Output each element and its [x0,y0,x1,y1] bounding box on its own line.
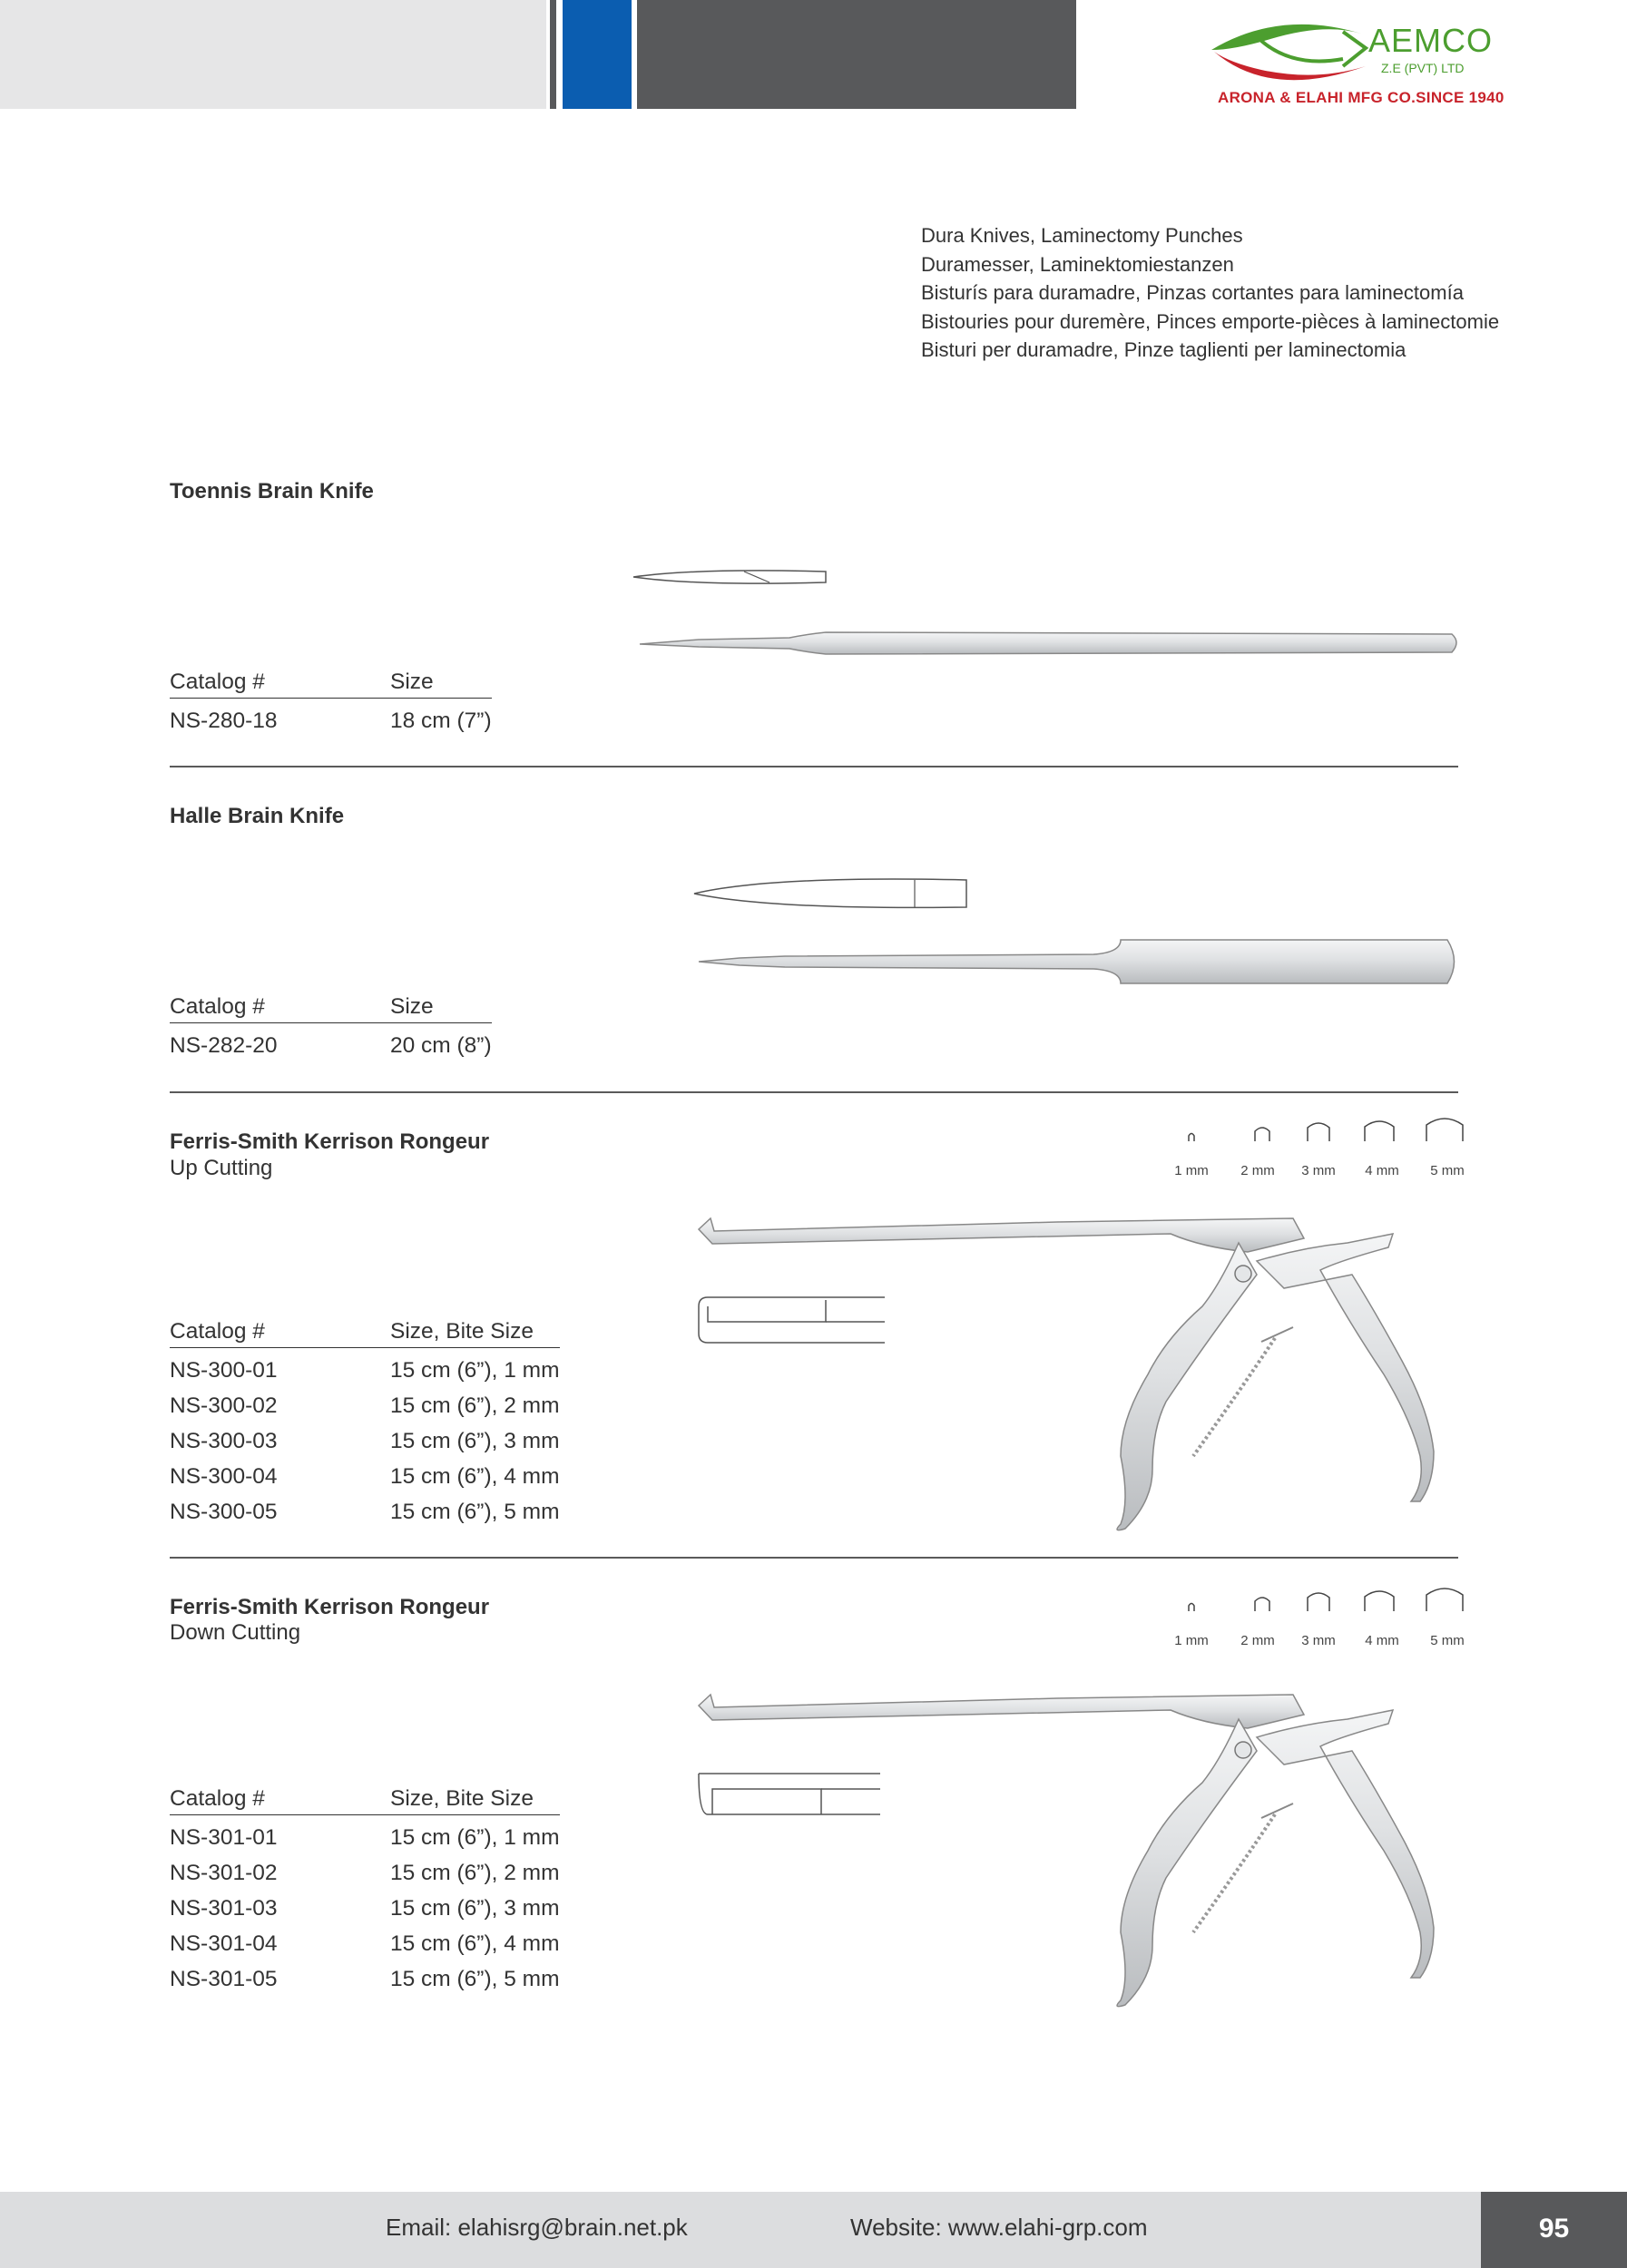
product-title: Toennis Brain Knife [170,479,374,503]
size-value: 15 cm (6”), 5 mm [390,1500,560,1524]
product-subtitle: Down Cutting [170,1620,301,1645]
catalog-number: NS-301-01 [170,1825,278,1850]
intro-line: Dura Knives, Laminectomy Punches [921,224,1243,247]
blade-detail-illustration [690,874,973,910]
size-value: 15 cm (6”), 1 mm [390,1358,560,1383]
bite-size-label: 1 mm [1174,1163,1209,1178]
table-row [170,1490,560,1525]
table-row [170,1957,560,1992]
product-title: Ferris-Smith Kerrison Rongeur [170,1129,490,1154]
table-row [170,699,492,734]
brand-tagline: ARONA & ELAHI MFG CO.SINCE 1940 [1218,89,1504,106]
catalog-number: NS-300-01 [170,1358,278,1383]
bite-size-label: 4 mm [1365,1633,1399,1648]
catalog-number: NS-301-04 [170,1931,278,1956]
toennis-knife-illustration [635,620,1465,665]
tip-detail-illustration [694,1293,889,1347]
col-header-catalog: Catalog # [170,1319,265,1344]
size-value: 15 cm (6”), 3 mm [390,1429,560,1453]
blade-detail-illustration [626,562,835,590]
catalog-table [170,987,492,1059]
page-number: 95 [1538,2214,1570,2244]
intro-text [921,221,1499,365]
size-value: 15 cm (6”), 1 mm [390,1825,560,1850]
rongeur-up-cutting-illustration [694,1211,1465,1538]
product-title: Halle Brain Knife [170,804,345,828]
table-row [170,1815,560,1851]
intro-line: Bistouries pour duremère, Pinces emporte-pièces à laminectomie [921,309,1500,333]
intro-line: Bisturís para duramadre, Pinzas cortantes para laminectomía [921,281,1464,304]
brand-name: AEMCO [1368,22,1494,59]
header-bar-gray [0,0,546,109]
size-value: 15 cm (6”), 2 mm [390,1393,560,1418]
catalog-table [170,1312,560,1525]
table-row [170,1023,492,1059]
catalog-number: NS-301-03 [170,1896,278,1921]
bite-size-label: 3 mm [1301,1163,1336,1178]
catalog-number: NS-280-18 [170,709,278,733]
table-row [170,1419,560,1454]
footer-website[interactable]: Website: www.elahi-grp.com [850,2214,1148,2241]
catalog-number: NS-300-03 [170,1429,278,1453]
bite-size-label: 4 mm [1365,1163,1399,1178]
catalog-table [170,662,492,734]
intro-line: Duramesser, Laminektomiestanzen [921,252,1234,276]
table-row [170,1383,560,1419]
col-header-catalog: Catalog # [170,994,265,1019]
bite-size-label: 2 mm [1240,1633,1275,1648]
header-bar-blue [563,0,632,109]
bite-size-icons [1161,1116,1470,1170]
bite-size-icons [1161,1586,1470,1640]
table-row [170,1348,560,1383]
size-value: 15 cm (6”), 4 mm [390,1931,560,1956]
catalog-number: NS-282-20 [170,1033,278,1058]
col-header-size: Size [390,670,434,694]
bite-size-label: 5 mm [1430,1633,1465,1648]
col-header-catalog: Catalog # [170,670,265,694]
size-value: 15 cm (6”), 3 mm [390,1896,560,1921]
catalog-table [170,1779,560,1992]
product-subtitle: Up Cutting [170,1156,273,1180]
catalog-number: NS-301-02 [170,1861,278,1885]
tip-detail-illustration [694,1769,885,1819]
col-header-size: Size, Bite Size [390,1786,534,1811]
table-row [170,1454,560,1490]
size-value: 15 cm (6”), 4 mm [390,1464,560,1489]
header-bar-dark [637,0,1076,109]
col-header-catalog: Catalog # [170,1786,265,1811]
catalog-number: NS-300-05 [170,1500,278,1524]
size-value: 15 cm (6”), 2 mm [390,1861,560,1885]
size-value: 20 cm (8”) [390,1033,492,1058]
halle-knife-illustration [694,934,1464,989]
brand-subname: Z.E (PVT) LTD [1381,61,1465,75]
header-bar-thin [550,0,556,109]
catalog-number: NS-300-04 [170,1464,278,1489]
section-divider [170,1557,1458,1559]
intro-line: Bisturi per duramadre, Pinze taglienti per laminectomia [921,338,1406,361]
col-header-size: Size, Bite Size [390,1319,534,1344]
bite-size-label: 3 mm [1301,1633,1336,1648]
table-row [170,1921,560,1957]
catalog-number: NS-300-02 [170,1393,278,1418]
table-row [170,1886,560,1921]
section-divider [170,766,1458,767]
bite-size-label: 1 mm [1174,1633,1209,1648]
size-value: 15 cm (6”), 5 mm [390,1967,560,1991]
footer-email[interactable]: Email: elahisrg@brain.net.pk [386,2214,688,2241]
catalog-number: NS-301-05 [170,1967,278,1991]
product-title: Ferris-Smith Kerrison Rongeur [170,1595,490,1619]
col-header-size: Size [390,994,434,1019]
bite-size-label: 5 mm [1430,1163,1465,1178]
table-row [170,1851,560,1886]
rongeur-down-cutting-illustration [694,1687,1465,2019]
footer-bar [0,2192,1481,2268]
section-divider [170,1091,1458,1093]
bite-size-label: 2 mm [1240,1163,1275,1178]
size-value: 18 cm (7”) [390,709,492,733]
